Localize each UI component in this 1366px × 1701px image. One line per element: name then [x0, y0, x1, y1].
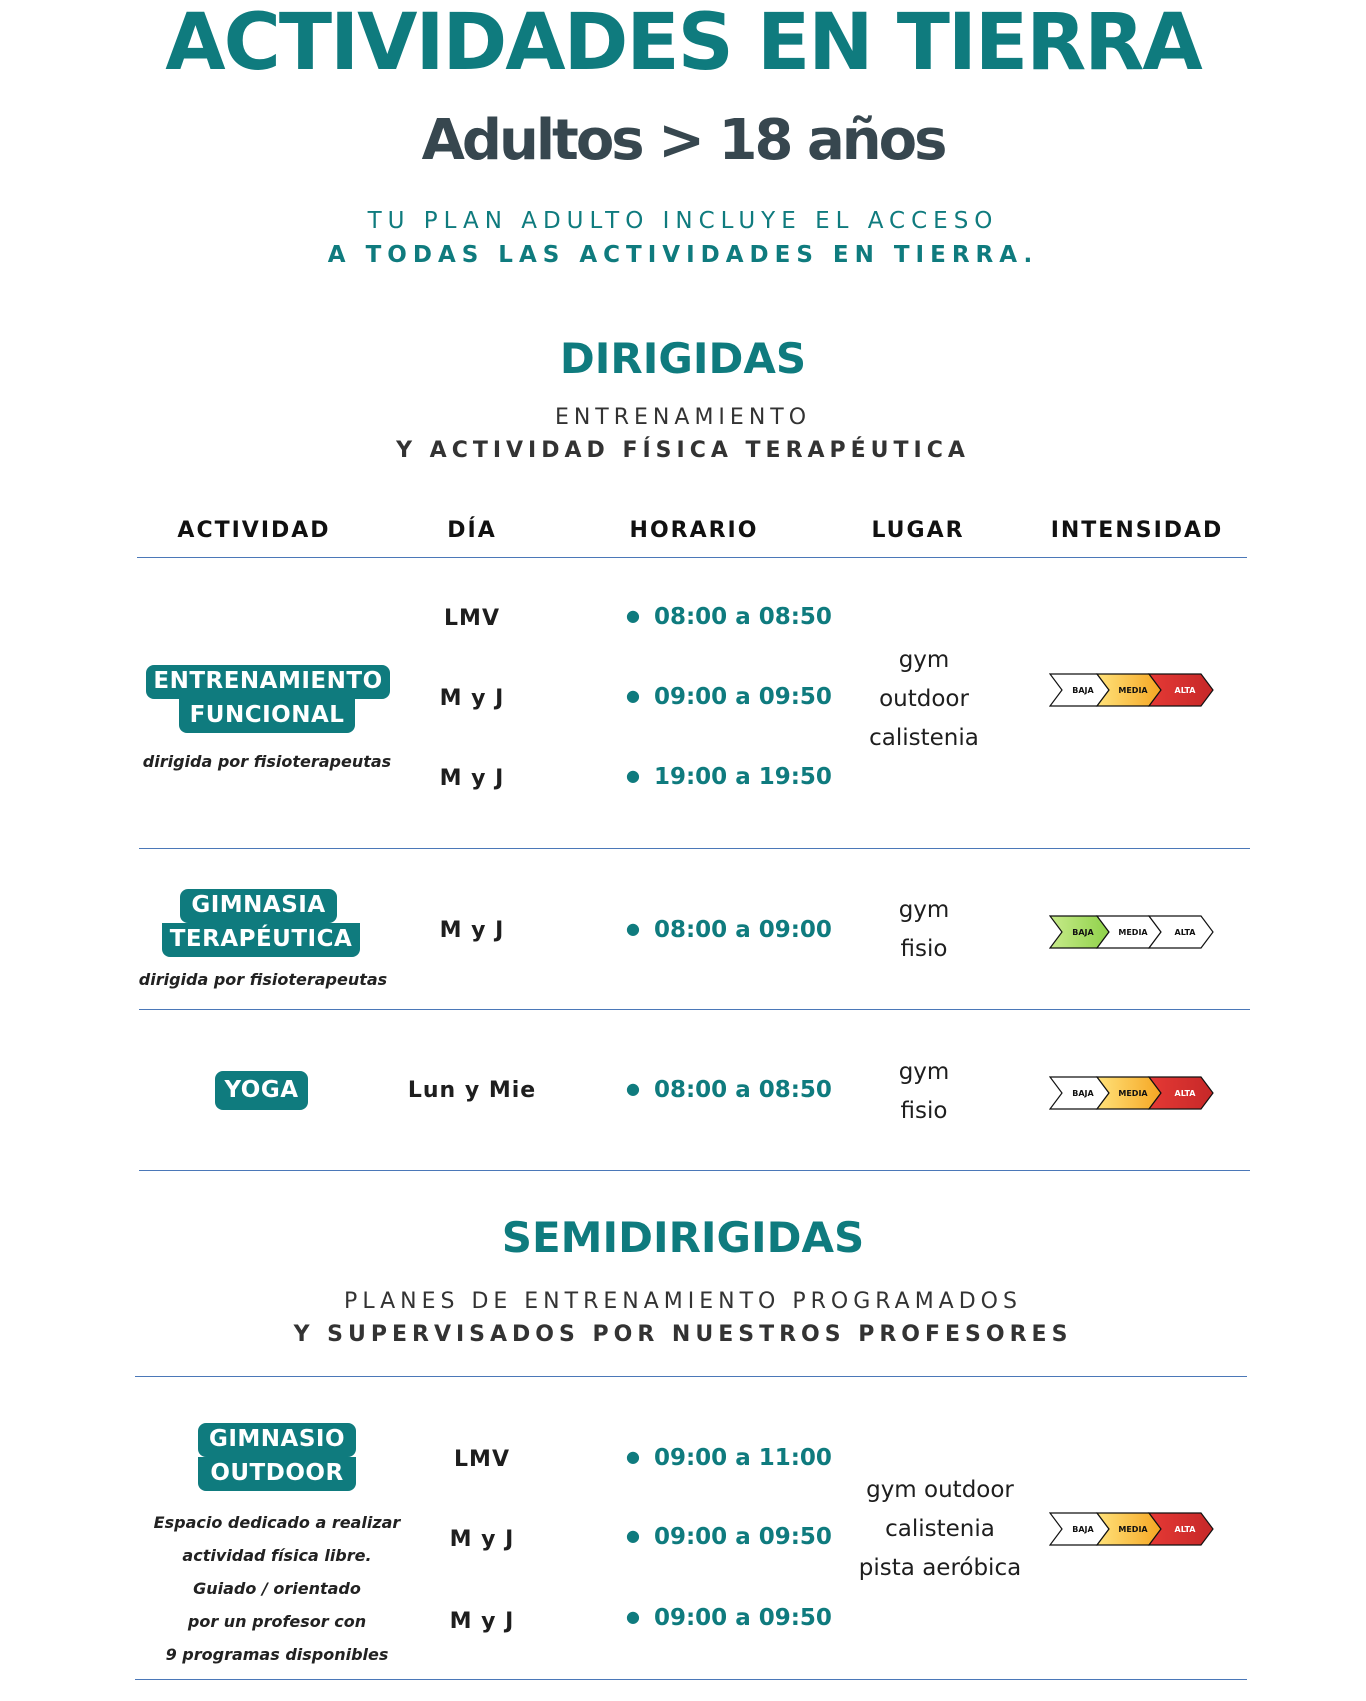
activity-description	[136, 1506, 418, 1671]
activity-badge-line1: ENTRENAMIENTO	[146, 665, 390, 699]
intensity-chevron	[1049, 1511, 1215, 1547]
time-value: 08:00 a 08:50	[653, 604, 832, 630]
tagline-line2: A TODAS LAS ACTIVIDADES EN TIERRA.	[327, 242, 1039, 268]
location-item: gym outdoor	[866, 1477, 1014, 1503]
intensity-label: BAJA	[1072, 686, 1094, 695]
column-header-horario: HORARIO	[629, 518, 759, 543]
location-item: pista aeróbica	[858, 1555, 1022, 1581]
intensity-label: ALTA	[1174, 1089, 1196, 1098]
activity-badge-line1: GIMNASIA	[180, 889, 337, 923]
location-list	[838, 1053, 1010, 1131]
row-divider	[139, 848, 1250, 849]
column-header-intensidad: INTENSIDAD	[1050, 518, 1224, 543]
schedule-time	[626, 1605, 832, 1631]
intensity-label: ALTA	[1174, 928, 1196, 937]
bullet-icon: ●	[626, 766, 640, 785]
intensity-label: BAJA	[1072, 1089, 1094, 1098]
intensity-label: MEDIA	[1118, 686, 1148, 695]
page-title: ACTIVIDADES EN TIERRA	[165, 0, 1201, 88]
column-header-lugar: LUGAR	[871, 518, 965, 543]
activity-badge: YOGA	[215, 1071, 308, 1110]
bullet-icon: ●	[626, 1526, 640, 1545]
day-value: LMV	[454, 1447, 510, 1472]
time-value: 09:00 a 09:50	[653, 684, 832, 710]
section-subtitle-dirigidas-line1: ENTRENAMIENTO	[554, 405, 812, 430]
section-divider	[135, 1376, 1247, 1377]
day-value: Lun y Mie	[407, 1078, 537, 1103]
location-item: fisio	[900, 1098, 948, 1124]
location-item: outdoor	[879, 686, 969, 712]
day-value: M y J	[449, 1527, 515, 1552]
intensity-label: BAJA	[1072, 1525, 1094, 1534]
header-divider	[137, 557, 1247, 558]
intensity-indicator	[1049, 1075, 1215, 1115]
schedule-time	[626, 764, 832, 790]
description-line: actividad física libre.	[182, 1546, 372, 1565]
intensity-chevron	[1049, 914, 1215, 950]
location-list	[838, 891, 1010, 969]
intensity-indicator	[1049, 914, 1215, 954]
row-divider	[139, 1009, 1250, 1010]
day-value: M y J	[439, 686, 505, 711]
bullet-icon: ●	[626, 606, 640, 625]
activity-badge-line1: GIMNASIO	[198, 1423, 356, 1457]
intensity-label: ALTA	[1174, 1525, 1196, 1534]
location-item: calistenia	[869, 725, 979, 751]
schedule-time	[626, 917, 832, 943]
schedule-time	[626, 684, 832, 710]
description-line: Guiado / orientado	[193, 1579, 361, 1598]
description-line: Espacio dedicado a realizar	[153, 1513, 401, 1532]
location-list	[838, 641, 1010, 758]
activity-badge-line2: FUNCIONAL	[179, 699, 355, 733]
time-value: 19:00 a 19:50	[653, 764, 832, 790]
intensity-label: ALTA	[1174, 686, 1196, 695]
intensity-chevron	[1049, 1075, 1215, 1111]
day-value: M y J	[439, 918, 505, 943]
activity-note: dirigida por fisioterapeutas	[142, 752, 392, 771]
schedule-time	[626, 1524, 832, 1550]
intensity-label: BAJA	[1072, 928, 1094, 937]
schedule-time	[626, 1445, 832, 1471]
bullet-icon: ●	[626, 1079, 640, 1098]
tagline-line1: TU PLAN ADULTO INCLUYE EL ACCESO	[367, 208, 999, 234]
section-title-dirigidas: DIRIGIDAS	[559, 334, 807, 383]
column-header-actividad: ACTIVIDAD	[177, 518, 331, 543]
location-list	[840, 1471, 1040, 1588]
location-item: gym	[898, 897, 950, 923]
bullet-icon: ●	[626, 919, 640, 938]
intensity-label: MEDIA	[1118, 1525, 1148, 1534]
location-item: fisio	[900, 936, 948, 962]
row-divider	[135, 1679, 1247, 1680]
day-value: M y J	[439, 766, 505, 791]
intensity-label: MEDIA	[1118, 928, 1148, 937]
description-line: 9 programas disponibles	[165, 1645, 389, 1664]
time-value: 09:00 a 09:50	[653, 1524, 832, 1550]
bullet-icon: ●	[626, 1607, 640, 1626]
time-value: 09:00 a 11:00	[653, 1445, 832, 1471]
schedule-time	[626, 1077, 832, 1103]
intensity-chevron	[1049, 672, 1215, 708]
time-value: 08:00 a 09:00	[653, 917, 832, 943]
description-line: por un profesor con	[187, 1612, 367, 1631]
activity-badge-line2: OUTDOOR	[198, 1457, 356, 1491]
activity-badge-line2: TERAPÉUTICA	[162, 923, 360, 957]
location-item: gym	[898, 647, 950, 673]
bullet-icon: ●	[626, 1447, 640, 1466]
schedule-time	[626, 604, 832, 630]
day-value: M y J	[449, 1609, 515, 1634]
intensity-indicator	[1049, 1511, 1215, 1551]
page-subtitle: Adultos > 18 años	[421, 108, 945, 173]
section-subtitle-semidirigidas-line2: Y SUPERVISADOS POR NUESTROS PROFESORES	[293, 1322, 1073, 1347]
section-title-semidirigidas: SEMIDIRIGIDAS	[501, 1213, 865, 1262]
time-value: 08:00 a 08:50	[653, 1077, 832, 1103]
time-value: 09:00 a 09:50	[653, 1605, 832, 1631]
location-item: gym	[898, 1059, 950, 1085]
intensity-label: MEDIA	[1118, 1089, 1148, 1098]
day-value: LMV	[444, 606, 500, 631]
intensity-indicator	[1049, 672, 1215, 712]
bullet-icon: ●	[626, 686, 640, 705]
activity-note: dirigida por fisioterapeutas	[138, 970, 388, 989]
column-header-dia: DÍA	[447, 518, 497, 543]
section-subtitle-semidirigidas-line1: PLANES DE ENTRENAMIENTO PROGRAMADOS	[344, 1289, 1022, 1314]
section-subtitle-dirigidas-line2: Y ACTIVIDAD FÍSICA TERAPÉUTICA	[396, 438, 970, 463]
row-divider	[139, 1170, 1250, 1171]
location-item: calistenia	[885, 1516, 995, 1542]
